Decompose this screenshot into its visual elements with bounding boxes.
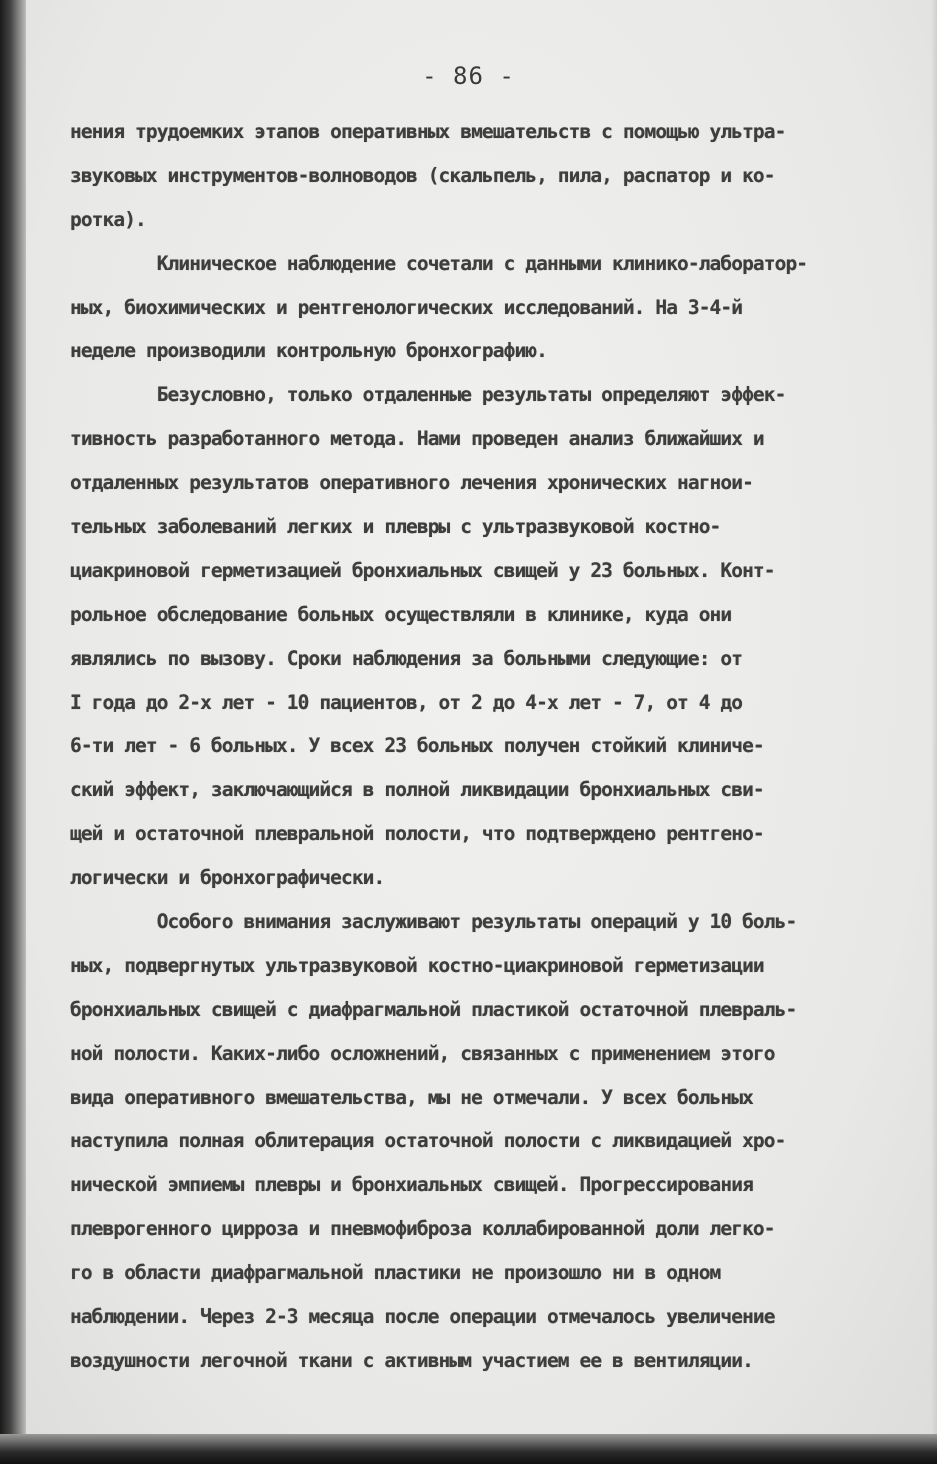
text-line: являлись по вызову. Сроки наблюдения за больными следующие: от	[70, 646, 743, 670]
text-line: наступила полная облитерация остаточной полости с ликвидацией хро-	[70, 1129, 786, 1153]
text-line: ский эффект, заключающийся в полной ликвидации бронхиальных сви-	[70, 778, 764, 802]
text-line: логически и бронхографически.	[70, 866, 385, 890]
scan-right-edge	[931, 0, 937, 1464]
text-line: рольное обследование больных осуществляли в клинике, куда они	[70, 602, 732, 626]
text-line: наблюдении. Через 2-3 месяца после операции отмечалось увеличение	[70, 1305, 775, 1329]
text-line: тельных заболеваний легких и плевры с ультразвуковой костно-	[70, 515, 721, 539]
text-line: нения трудоемких этапов оперативных вмешательств с помощью ультра-	[70, 120, 786, 143]
text-line: 6-ти лет - 6 больных. У всех 23 больных получен стойкий клиниче-	[70, 734, 764, 758]
text-line: ротка).	[70, 207, 146, 231]
scan-bottom-edge	[0, 1434, 937, 1464]
text-line: плеврогенного цирроза и пневмофиброза коллабированной доли легко-	[70, 1217, 775, 1241]
text-line: Клиническое наблюдение сочетали с данными клинико-лаборатор-	[70, 251, 808, 275]
text-line: звуковых инструментов-волноводов (скальпель, пила, распатор и ко-	[70, 163, 775, 187]
scan-left-edge	[0, 0, 26, 1464]
text-line: бронхиальных свищей с диафрагмальной пластикой остаточной плевраль-	[70, 997, 797, 1021]
text-line: ных, биохимических и рентгенологических исследований. На 3-4-й	[70, 295, 743, 319]
text-line: нической эмпиемы плевры и бронхиальных свищей. Прогрессирования	[70, 1173, 753, 1197]
text-line: Особого внимания заслуживают результаты операций у 10 боль-	[70, 910, 797, 934]
text-line: отдаленных результатов оперативного лечения хронических нагнои-	[70, 471, 753, 495]
text-line: щей и остаточной плевральной полости, что подтверждено рентгено-	[70, 822, 764, 846]
text-line: ной полости. Каких-либо осложнений, связанных с применением этого	[70, 1041, 775, 1065]
text-line: I года до 2-х лет - 10 пациентов, от 2 до 4-х лет - 7, от 4 до	[70, 690, 743, 714]
text-line: ных, подвергнутых ультразвуковой костно-циакриновой герметизации	[70, 953, 764, 977]
page-number: - 86 -	[422, 62, 515, 90]
text-line: вида оперативного вмешательства, мы не отмечали. У всех больных	[70, 1085, 753, 1109]
text-line: циакриновой герметизацией бронхиальных свищей у 23 больных. Конт-	[70, 558, 775, 582]
text-line: воздушности легочной ткани с активным участием ее в вентиляции.	[70, 1348, 753, 1372]
text-line: Безусловно, только отдаленные результаты определяют эффек-	[70, 383, 786, 407]
text-line: неделе производили контрольную бронхографию.	[70, 339, 547, 363]
body-text	[70, 110, 905, 1383]
text-line: го в области диафрагмальной пластики не произошло ни в одном	[70, 1261, 721, 1285]
text-line: тивность разработанного метода. Нами проведен анализ ближайших и	[70, 427, 764, 451]
